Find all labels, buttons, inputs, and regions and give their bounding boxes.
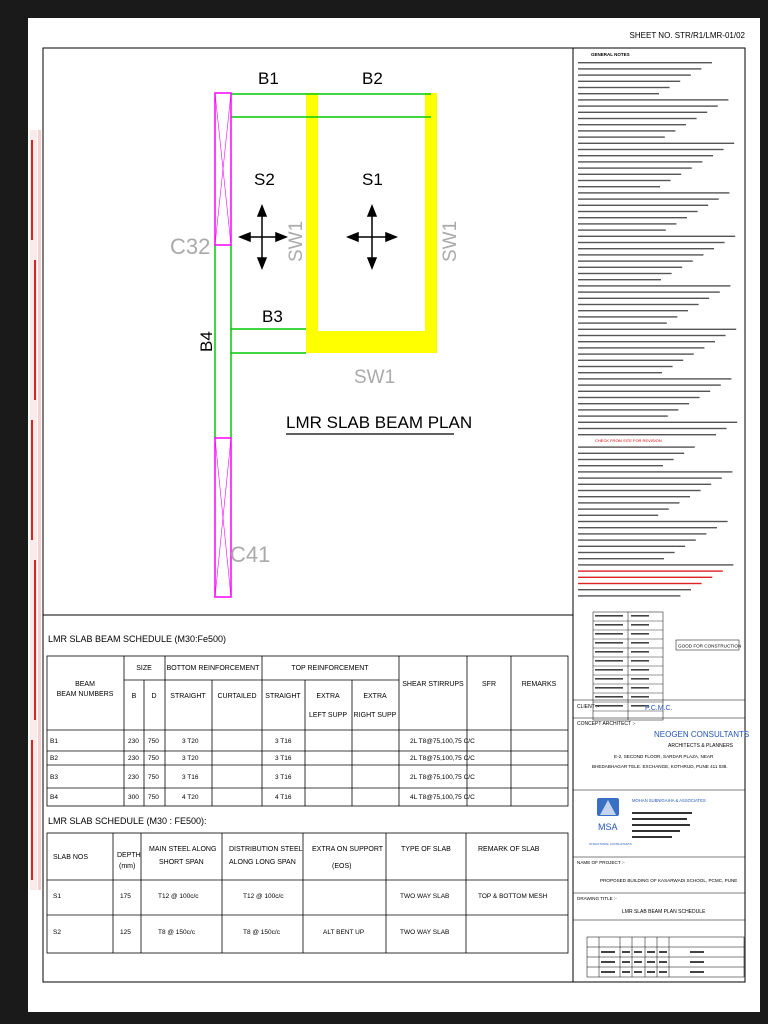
col-extra-right: EXTRA <box>363 693 387 700</box>
col-beam-numbers: BEAM <box>75 681 95 688</box>
slab-row-number: S2 <box>53 929 61 936</box>
info-row-value <box>631 642 649 644</box>
info-row-text <box>595 642 623 644</box>
note-line <box>578 546 685 547</box>
note-line <box>578 81 680 82</box>
note-line <box>578 136 665 137</box>
note-line <box>578 105 718 106</box>
note-line <box>578 459 674 460</box>
note-line <box>578 68 701 69</box>
info-row-text <box>595 651 623 653</box>
beam-row-bottom: 3 T20 <box>182 755 199 762</box>
col-slab-remark: REMARK OF SLAB <box>478 846 540 853</box>
note-line <box>578 74 691 75</box>
drawing-title-label: DRAWING TITLE :- <box>577 896 617 901</box>
beam-row-number: B3 <box>50 774 58 781</box>
note-line <box>578 254 703 255</box>
slab-row-main-steel: T8 @ 150c/c <box>158 929 195 936</box>
red-note: CHECK FROM SITE FOR REVISION <box>595 438 662 443</box>
note-line <box>578 112 707 113</box>
beam-row-stirrups: 2L T8@75,100,75 C/C <box>410 738 475 745</box>
slab-row-distribution-steel: T12 @ 100c/c <box>243 893 284 900</box>
col-beam-numbers-label: BEAM NUMBERS <box>56 691 114 698</box>
note-line <box>578 564 733 565</box>
note-line <box>578 570 723 571</box>
beam-row-d: 750 <box>148 774 159 781</box>
note-line <box>578 87 670 88</box>
note-line <box>578 496 690 497</box>
client-label: CLIENT :- <box>577 704 600 710</box>
note-line <box>578 217 687 218</box>
col-top-reinforcement: TOP REINFORCEMENT <box>291 665 369 672</box>
note-line <box>578 267 682 268</box>
beam-row-b: 230 <box>128 755 139 762</box>
note-line <box>578 205 708 206</box>
col-extra-left: EXTRA <box>316 693 340 700</box>
col-top-straight: STRAIGHT <box>265 693 301 700</box>
info-row-text <box>595 633 623 635</box>
beam-row-stirrups: 4L T8@75,100,75 C/C <box>410 794 475 801</box>
note-line <box>578 99 728 100</box>
note-line <box>578 93 659 94</box>
note-line <box>578 260 693 261</box>
col-slab-nos: SLAB NOS <box>53 854 89 861</box>
left-margin-notes <box>30 130 41 890</box>
note-line <box>578 515 658 516</box>
info-row-text <box>595 669 623 671</box>
beam-row-b: 230 <box>128 774 139 781</box>
col-b: B <box>131 693 137 700</box>
client-name: P.C.M.C. <box>645 705 673 712</box>
note-line <box>578 490 701 491</box>
beam-b3-label: B3 <box>262 307 283 326</box>
slab-row-depth: 175 <box>120 893 131 900</box>
note-line <box>578 453 684 454</box>
info-row-text <box>595 624 623 626</box>
shear-wall-label-bottom: SW1 <box>354 367 396 388</box>
shear-wall-bottom <box>306 331 437 353</box>
note-line <box>578 174 681 175</box>
good-for-construction: GOOD FOR CONSTRUCTION <box>678 643 742 649</box>
beam-b4-label: B4 <box>197 331 216 352</box>
beam-row-stirrups: 2L T8@75,100,75 C/C <box>410 774 475 781</box>
col-bottom-straight: STRAIGHT <box>170 693 206 700</box>
note-line <box>578 273 672 274</box>
col-d: D <box>151 693 157 700</box>
beam-row-number: B2 <box>50 755 58 762</box>
note-line <box>578 360 683 361</box>
note-line <box>578 62 712 63</box>
note-line <box>578 477 722 478</box>
note-line <box>578 558 664 559</box>
note-line <box>578 161 702 162</box>
slab-row-depth: 125 <box>120 929 131 936</box>
note-line <box>578 310 688 311</box>
architect-name: NEOGEN CONSULTANTS <box>654 730 750 739</box>
note-line <box>578 434 716 435</box>
note-line <box>578 143 734 144</box>
note-line <box>578 428 727 429</box>
note-line <box>578 415 668 416</box>
note-line <box>578 533 706 534</box>
info-row-text <box>595 615 623 617</box>
column-c41-label: C41 <box>230 542 271 567</box>
col-depth: DEPTH <box>117 852 141 859</box>
architect-address-1: E-2, SECOND FLOOR, SARDAR PLAZA, NEAR <box>614 754 714 759</box>
note-line <box>578 372 662 373</box>
note-line <box>578 167 692 168</box>
info-row-text <box>595 687 623 689</box>
col-sfr: SFR <box>482 681 496 688</box>
beam-schedule-title: LMR SLAB BEAM SCHEDULE (M30:Fe500) <box>48 634 227 644</box>
info-row-value <box>631 633 649 635</box>
note-line <box>578 595 680 596</box>
note-line <box>578 409 678 410</box>
beam-row-top: 4 T16 <box>275 794 292 801</box>
note-line <box>578 198 719 199</box>
beam-row-b: 230 <box>128 738 139 745</box>
note-line <box>578 353 694 354</box>
slab-row-eos: ALT BENT UP <box>323 929 365 936</box>
info-row-value <box>631 687 649 689</box>
project-label: NAME OF PROJECT :- <box>577 860 625 865</box>
svg-text:STRUCTURAL CONSULTANTS: STRUCTURAL CONSULTANTS <box>589 842 632 846</box>
plan-title: LMR SLAB BEAM PLAN <box>286 413 473 432</box>
note-line <box>578 130 675 131</box>
info-row-value <box>631 615 649 617</box>
slab-row-remark: TOP & BOTTOM MESH <box>478 893 548 900</box>
beam-row-top: 3 T16 <box>275 774 292 781</box>
note-line <box>578 366 673 367</box>
col-slab-type: TYPE OF SLAB <box>401 846 451 853</box>
note-line <box>578 508 669 509</box>
slab-row-type: TWO WAY SLAB <box>400 929 450 936</box>
beam-row-bottom: 4 T20 <box>182 794 199 801</box>
note-line <box>578 180 671 181</box>
beam-row-d: 750 <box>148 755 159 762</box>
note-line <box>578 229 666 230</box>
note-line <box>578 279 661 280</box>
note-line <box>578 465 663 466</box>
svg-text:MSA: MSA <box>598 822 618 832</box>
beam-row-top: 3 T16 <box>275 755 292 762</box>
note-line <box>578 484 711 485</box>
col-main-steel: MAIN STEEL ALONG <box>149 846 217 853</box>
note-line <box>578 118 697 119</box>
architect-label: CONCEPT ARCHITECT :- <box>577 721 636 727</box>
note-line <box>578 341 715 342</box>
beam-b1-label: B1 <box>258 69 279 88</box>
note-line <box>578 539 696 540</box>
slab-row-main-steel: T12 @ 100c/c <box>158 893 199 900</box>
note-line <box>578 304 699 305</box>
shear-wall-label-left: SW1 <box>286 220 307 262</box>
note-line <box>578 335 726 336</box>
note-line <box>578 422 737 423</box>
note-line <box>578 291 720 292</box>
note-line <box>578 298 709 299</box>
shear-wall-right <box>425 93 437 353</box>
slab-row-type: TWO WAY SLAB <box>400 893 450 900</box>
note-line <box>578 403 689 404</box>
note-line <box>578 192 729 193</box>
note-line <box>578 322 667 323</box>
note-line <box>578 583 702 584</box>
note-line <box>578 589 691 590</box>
beam-row-bottom: 3 T20 <box>182 738 199 745</box>
col-distribution-steel: DISTRIBUTION STEEL <box>229 846 303 853</box>
note-line <box>578 285 730 286</box>
architect-sub: ARCHITECTS & PLANNERS <box>668 743 734 749</box>
project-name: PROPOSED BUILDING OF KASARWADI SCHOOL, PCMC, PUNE <box>600 878 738 883</box>
beam-row-bottom: 3 T16 <box>182 774 199 781</box>
consultant-name: MOHAN SUBNIGAIHA & ASSOCIATES <box>632 798 706 803</box>
note-line <box>578 124 686 125</box>
slab-schedule-title: LMR SLAB SCHEDULE (M30 : FE500): <box>48 816 207 826</box>
note-line <box>578 378 731 379</box>
info-row-value <box>631 669 649 671</box>
slab-s2-label: S2 <box>254 170 275 189</box>
note-line <box>578 527 717 528</box>
note-line <box>578 236 735 237</box>
col-remarks: REMARKS <box>521 681 557 688</box>
slab-s1-label: S1 <box>362 170 383 189</box>
beam-row-stirrups: 2L T8@75,100,75 C/C <box>410 755 475 762</box>
notes-heading: GENERAL NOTES <box>591 52 630 57</box>
shear-wall-label-right: SW1 <box>440 220 461 262</box>
column-c32-label: C32 <box>170 234 211 259</box>
col-extra-left-2: LEFT SUPP <box>309 712 347 719</box>
info-row-value <box>631 660 649 662</box>
col-depth-unit: (mm) <box>119 863 136 870</box>
col-extra-right-2: RIGHT SUPP <box>353 712 397 719</box>
col-main-steel-2: SHORT SPAN <box>159 859 204 866</box>
beam-row-d: 750 <box>148 738 159 745</box>
note-line <box>578 502 679 503</box>
col-distribution-steel-2: ALONG LONG SPAN <box>229 859 296 866</box>
beam-row-top: 3 T16 <box>275 738 292 745</box>
drawing-title: LMR SLAB BEAM PLAN SCHEDULE <box>622 909 706 915</box>
beam-row-d: 750 <box>148 794 159 801</box>
beam-b2-label: B2 <box>362 69 383 88</box>
col-shear-stirrups: SHEAR STIRRUPS <box>402 681 464 688</box>
col-extra-support: EXTRA ON SUPPORT <box>312 846 384 853</box>
info-row-value <box>631 624 649 626</box>
col-size: SIZE <box>136 665 152 672</box>
note-line <box>578 149 724 150</box>
slab-row-distribution-steel: T8 @ 150c/c <box>243 929 280 936</box>
info-row-text <box>595 696 623 698</box>
note-line <box>578 577 712 578</box>
note-line <box>578 347 704 348</box>
note-line <box>578 223 676 224</box>
beam-row-b: 300 <box>128 794 139 801</box>
info-row-value <box>631 696 649 698</box>
beam-row-number: B1 <box>50 738 58 745</box>
beam-row-number: B4 <box>50 794 58 801</box>
sheet-number: SHEET NO. STR/R1/LMR-01/02 <box>629 31 745 40</box>
info-row-text <box>595 705 623 707</box>
note-line <box>578 446 695 447</box>
note-line <box>578 316 677 317</box>
note-line <box>578 391 710 392</box>
note-line <box>578 384 721 385</box>
info-row-text <box>595 660 623 662</box>
info-row-value <box>631 651 649 653</box>
note-line <box>578 186 660 187</box>
note-line <box>578 397 700 398</box>
note-line <box>578 329 736 330</box>
note-line <box>578 521 728 522</box>
info-row-value <box>631 678 649 680</box>
slab-row-number: S1 <box>53 893 61 900</box>
col-extra-support-2: (EOS) <box>332 863 352 870</box>
note-line <box>578 248 714 249</box>
shear-wall-left <box>306 93 318 353</box>
note-line <box>578 155 713 156</box>
note-line <box>578 242 725 243</box>
note-line <box>578 552 675 553</box>
note-line <box>578 211 698 212</box>
col-bottom-curtailed: CURTAILED <box>217 693 257 700</box>
info-row-text <box>595 678 623 680</box>
note-line <box>578 471 732 472</box>
architect-address-2: BHEDABHAGAR TELE. EXCHANGE, KOTHRUD, PUNE 411 038. <box>592 764 728 769</box>
col-bottom-reinforcement: BOTTOM REINFORCEMENT <box>166 665 260 672</box>
